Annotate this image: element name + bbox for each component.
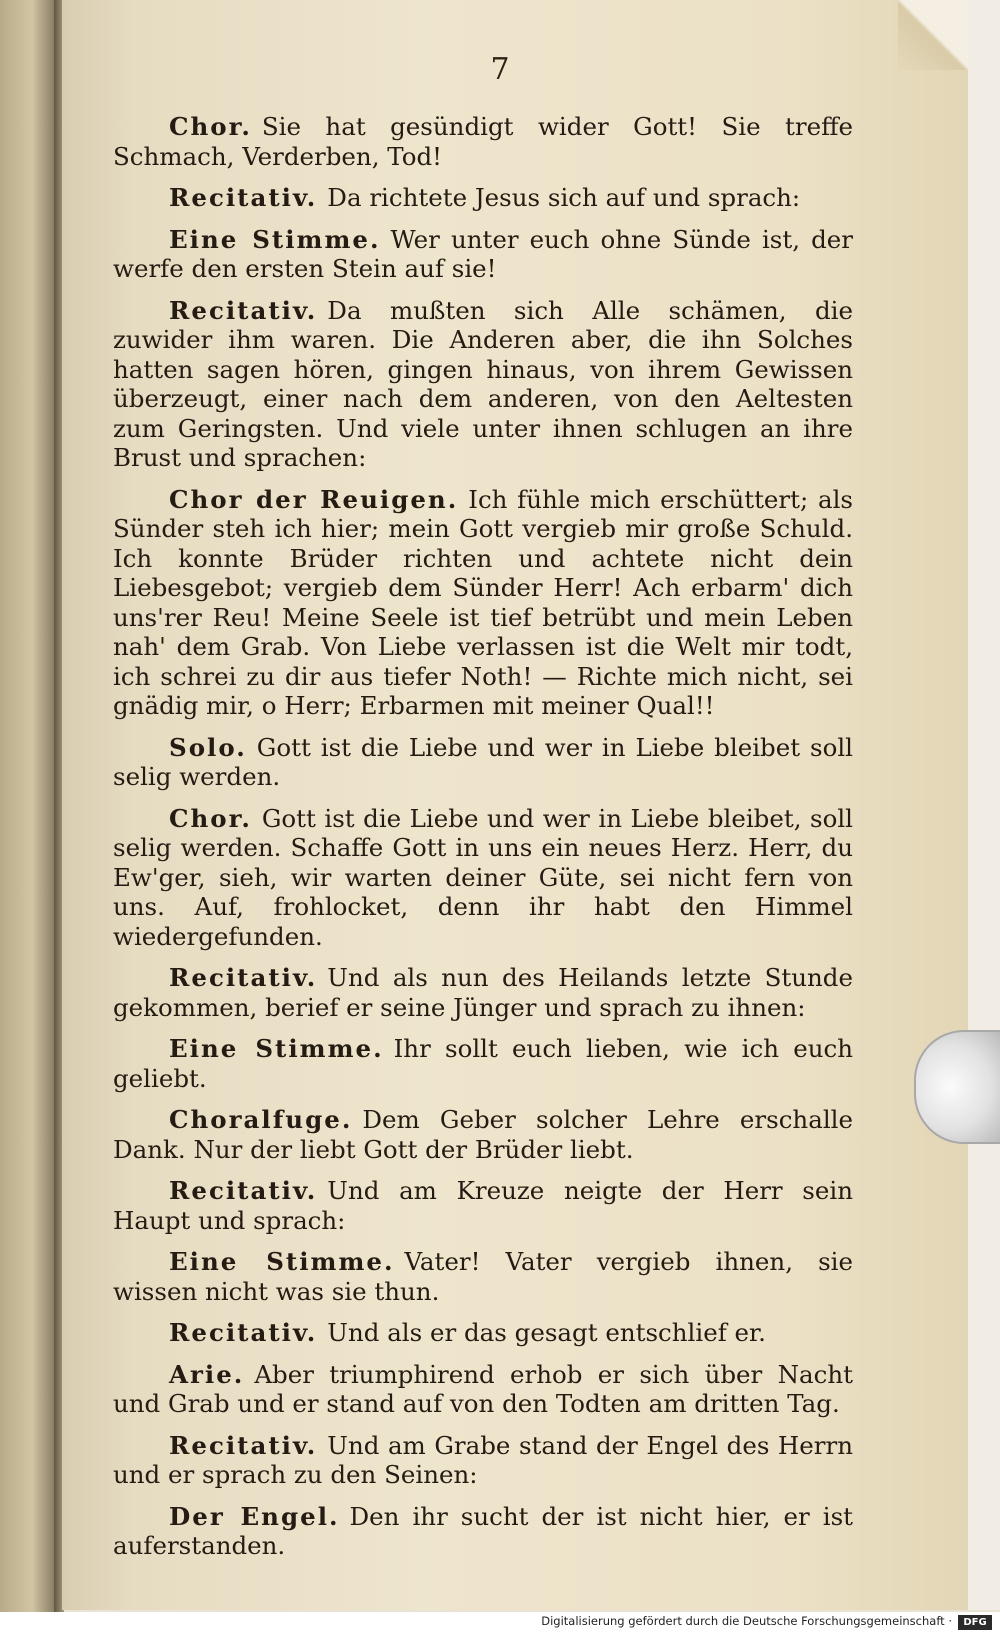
speaker-label: Der Engel.: [169, 1501, 340, 1531]
paragraph: [113, 1431, 853, 1490]
paragraph-text: Vater! Vater vergieb ihnen, sie wissen nicht was sie thun.: [113, 1247, 853, 1306]
dfg-logo: DFG: [958, 1615, 992, 1630]
paragraph: [113, 804, 853, 952]
paragraph-text: Da mußten sich Alle schämen, die zuwider ihm waren. Die Anderen aber, die ihn Solches hatten sagen hören, gingen hinaus, von ihrem Gewissen überzeugt, einer nach dem anderen, von den Aeltesten zum Geringsten. Und viele unter ihnen schlugen an ihre Brust und sprachen:: [113, 295, 853, 472]
paragraph: [113, 485, 853, 721]
paragraph: [113, 1360, 853, 1419]
speaker-label: Recitativ.: [169, 295, 318, 325]
page-clip: [914, 1030, 1000, 1144]
speaker-label: Choralfuge.: [169, 1105, 353, 1134]
paragraph-text: Ich fühle mich erschüttert; als Sünder steh ich hier; mein Gott vergieb mir große Schuld. Ich konnte Brüder richten und achtete nicht dein Liebesgebot; vergieb dem Sünder Herr! Ach erbarm' dich uns'rer Reu! Meine Seele ist tief betrübt und mein Leben nah' dem Grab. Von Liebe verlassen ist die Welt mir todt, ich schrei zu dir aus tiefer Noth! — Richte mich nicht, sei gnädig mir, o Herr; Erbarmen mit meiner Qual!!: [113, 484, 853, 720]
paragraph-text: Und am Kreuze neigte der Herr sein Haupt und sprach:: [113, 1176, 853, 1235]
paragraph: [113, 1502, 853, 1561]
speaker-label: Chor der Reuigen.: [169, 484, 459, 514]
paragraph-text: Aber triumphirend erhob er sich über Nacht und Grab und er stand auf von den Todten am dritten Tag.: [113, 1359, 853, 1418]
paragraph: [113, 296, 853, 473]
speaker-label: Recitativ.: [169, 1176, 318, 1205]
scan-background: [968, 0, 1000, 1610]
paragraph: [113, 733, 853, 792]
paragraph: [113, 963, 853, 1022]
speaker-label: Chor.: [169, 112, 252, 141]
paragraph-text: Und am Grabe stand der Engel des Herrn und er sprach zu den Seinen:: [113, 1430, 853, 1489]
speaker-label: Chor.: [169, 803, 252, 833]
speaker-label: Eine Stimme.: [169, 1247, 395, 1276]
speaker-label: Recitativ.: [169, 963, 318, 992]
speaker-label: Recitativ.: [169, 1318, 318, 1347]
body-text: [113, 112, 853, 1573]
speaker-label: Eine Stimme.: [169, 1034, 384, 1063]
speaker-label: Solo.: [169, 732, 247, 762]
paragraph-text: Und als er das gesagt entschlief er.: [327, 1318, 766, 1347]
paragraph: [113, 112, 853, 171]
speaker-label: Recitativ.: [169, 1430, 318, 1460]
footer-bar: [0, 1612, 1000, 1633]
funding-notice: Digitalisierung gefördert durch die Deutsche Forschungsgemeinschaft ·: [541, 1614, 952, 1628]
paragraph-text: Und als nun des Heilands letzte Stunde gekommen, berief er seine Jünger und sprach zu ihnen:: [113, 963, 853, 1022]
paragraph: [113, 1105, 853, 1164]
paragraph-text: Gott ist die Liebe und wer in Liebe bleibet soll selig werden.: [113, 732, 853, 791]
paragraph-text: Da richtete Jesus sich auf und sprach:: [327, 183, 801, 212]
paragraph: [113, 183, 853, 213]
paragraph-text: Ihr sollt euch lieben, wie ich euch geliebt.: [113, 1034, 853, 1093]
speaker-label: Arie.: [169, 1359, 245, 1389]
paragraph-text: Wer unter euch ohne Sünde ist, der werfe den ersten Stein auf sie!: [113, 224, 853, 283]
facing-page-edge: [0, 0, 58, 1633]
speaker-label: Eine Stimme.: [169, 224, 381, 254]
speaker-label: Recitativ.: [169, 183, 318, 212]
paragraph: [113, 1247, 853, 1306]
paragraph-text: Gott ist die Liebe und wer in Liebe bleibet, soll selig werden. Schaffe Gott in uns ein neues Herz. Herr, du Ew'ger, sieh, wir warten deiner Güte, sei nicht fern von uns. Auf, frohlocket, denn ihr habt den Himmel wiedergefunden.: [113, 803, 853, 951]
paragraph-text: Den ihr sucht der ist nicht hier, er ist auferstanden.: [113, 1501, 853, 1560]
paragraph: [113, 1318, 853, 1348]
paragraph: [113, 1176, 853, 1235]
page-number: 7: [490, 52, 510, 87]
paragraph-text: Sie hat gesündigt wider Gott! Sie treffe Schmach, Verderben, Tod!: [113, 112, 853, 171]
paragraph: [113, 1034, 853, 1093]
paragraph-text: Dem Geber solcher Lehre erschalle Dank. Nur der liebt Gott der Brüder liebt.: [113, 1105, 853, 1164]
paragraph: [113, 225, 853, 284]
